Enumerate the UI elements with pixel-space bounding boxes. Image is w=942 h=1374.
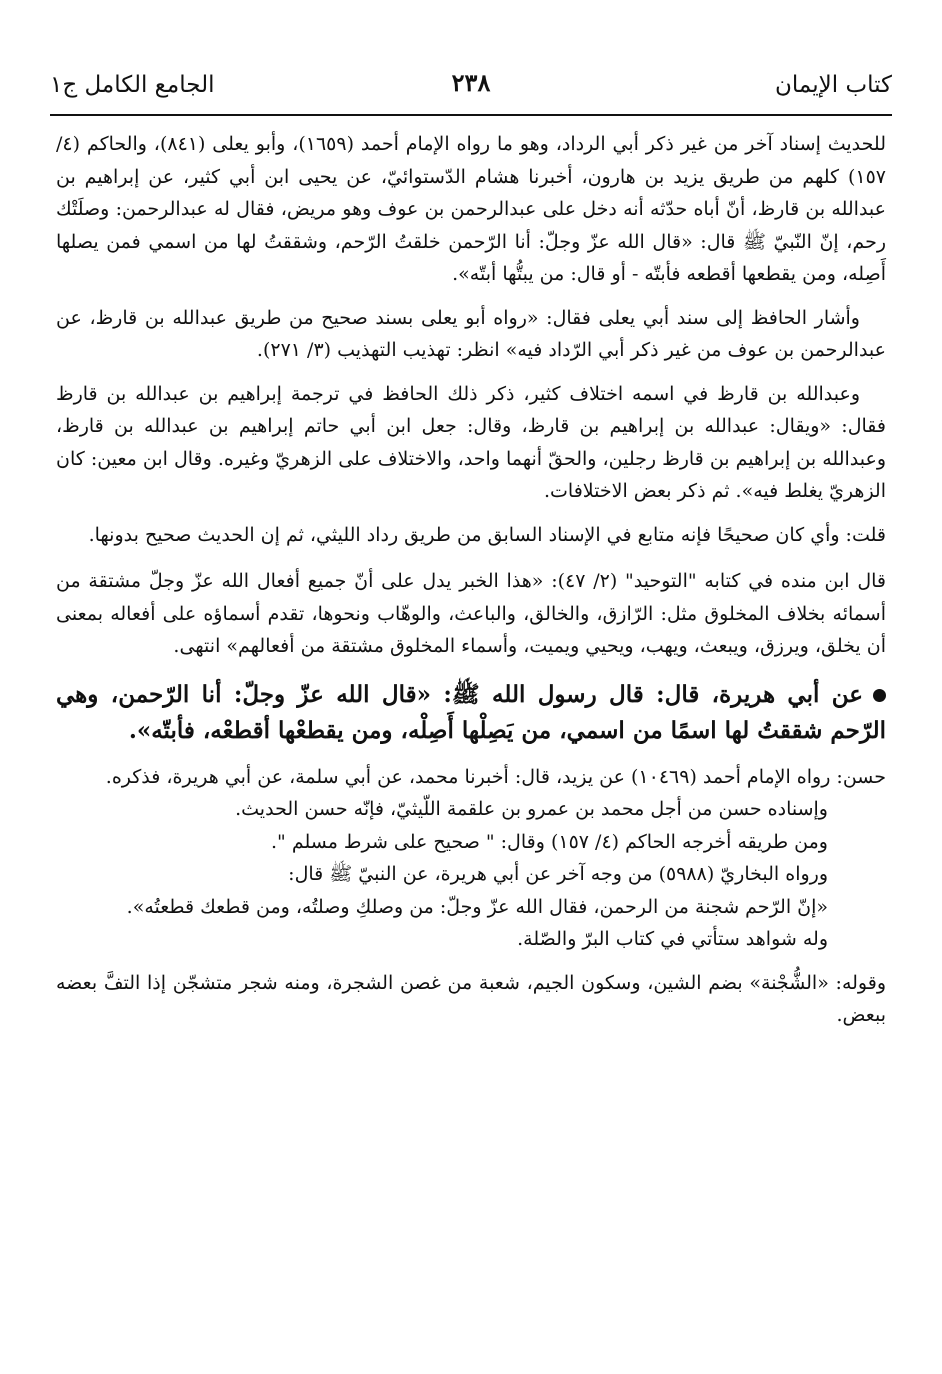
paragraph-alternate-chain: للحديث إسناد آخر من غير ذكر أبي الرداد، وهو ما رواه الإمام أحمد (١٦٥٩)، وأبو يعلى (٨٤١)، والحاكم (٤/ ١٥٧) كلهم من طريق يزيد بن هارون، أخبرنا هشام الدّستوائيّ، عن يحيى ابن أبي كثير، عن إبراهيم بن عبدالله بن قارظ، أنّ أباه حدّثه أنه دخل على عبدالرحمن بن عوف وهو مريض، فقال له عبدالرحمن: وصلَتْك رحم، إنّ النّبيّ ﷺ قال: «قال الله عزّ وجلّ: أنا الرّحمن خلقتُ الرّحم، وشققتُ لها من اسمي فمن يصلها أَصِله، ومن يقطعها أقطعه فأبتّه - أو قال: من يبتُّها أبتّه».: [56, 133, 886, 285]
note-bukhari: ورواه البخاريّ (٥٩٨٨) من وجه آخر عن أبي هريرة، عن النبيّ ﷺ قال:: [288, 863, 828, 885]
work-title: الجامع الكامل ج١: [50, 72, 215, 98]
paragraph-hafiz-note: وأشار الحافظ إلى سند أبي يعلى فقال: «رواه أبو يعلى بسند صحيح من طريق عبدالله بن قارظ، عن عبدالرحمن بن عوف من غير ذكر أبي الرّداد فيه» انظر: تهذيب التهذيب (٣/ ٢٧١).: [56, 306, 886, 361]
footnote-shijna: وقوله: «الشُّجْنة» بضم الشين، وسكون الجيم، شعبة من غصن الشجرة، ومنه شجر متشجّن إذا التفَّ بعضه ببعض.: [56, 971, 886, 1026]
bullet-icon: [873, 689, 886, 702]
paragraph-ibn-mandah: قال ابن منده في كتابه "التوحيد" (٢/ ٤٧): «هذا الخبر يدل على أنّ جميع أفعال الله عزّ وجلّ مشتقة من أسمائه بخلاف المخلوق مثل: الرّازق، والخالق، والباعث، والوهّاب ونحوها، تقدم أسماؤه على أفعاله بمعنى أن يخلق، ويرزق، ويبعث، ويهب، ويحيي ويميت، وأسماء المخلوق مشتقة من أفعالهم» انتهى.: [56, 570, 886, 657]
note-bukhari-text: «إنّ الرّحم شجنة من الرحمن، فقال الله عزّ وجلّ: من وصلكِ وصلتُه، ومن قطعك قطعتُه».: [126, 895, 828, 918]
book-title: كتاب الإيمان: [775, 72, 892, 98]
paragraph-author-comment: قلت: وأي كان صحيحًا فإنه متابع في الإسناد السابق من طريق رداد الليثي، ثم إن الحديث صحيح بدونها.: [88, 523, 886, 546]
note-witnesses: وله شواهد ستأتي في كتاب البرّ والصّلة.: [517, 928, 828, 950]
note-hakim: ومن طريقه أخرجه الحاكم (٤/ ١٥٧) وقال: " صحيح على شرط مسلم ".: [271, 830, 828, 853]
grading-paragraph: حسن: رواه الإمام أحمد (١٠٤٦٩) عن يزيد، قال: أخبرنا محمد، عن أبي سلمة، عن أبي هريرة، فذكره.: [105, 765, 886, 788]
hadith-body: عن أبي هريرة، قال: قال رسول الله ﷺ: «قال الله عزّ وجلّ: أنا الرّحمن، وهي الرّحم شققتُ لها اسمًا من اسمي، من يَصِلْها أَصِلْه، ومن يقطعْها أقطعْه، فأبتّه».: [56, 680, 886, 744]
running-header: [50, 62, 892, 106]
paragraph-name-dispute: وعبدالله بن قارظ في اسمه اختلاف كثير، ذكر ذلك الحافظ في ترجمة إبراهيم بن عبدالله بن قارظ فقال: «ويقال: عبدالله بن إبراهيم بن قارظ، وقال: جعل ابن أبي حاتم إبراهيم بن عبدالله بن قارظ، وعبدالله بن إبراهيم بن قارظ رجلين، والحقّ أنهما واحد، والاختلاف على الزهريّ وغيره. وقال ابن معين: كان الزهريّ يغلط فيه». ثم ذكر بعض الاختلافات.: [56, 382, 886, 502]
header-rule: [50, 114, 892, 116]
note-chain-hasan: وإسناده حسن من أجل محمد بن عمرو بن علقمة اللّيثيّ، فإنّه حسن الحديث.: [235, 798, 828, 820]
page-body: [56, 128, 886, 1032]
hadith-text: [56, 677, 886, 749]
page-number: ٢٣٨: [451, 68, 491, 97]
